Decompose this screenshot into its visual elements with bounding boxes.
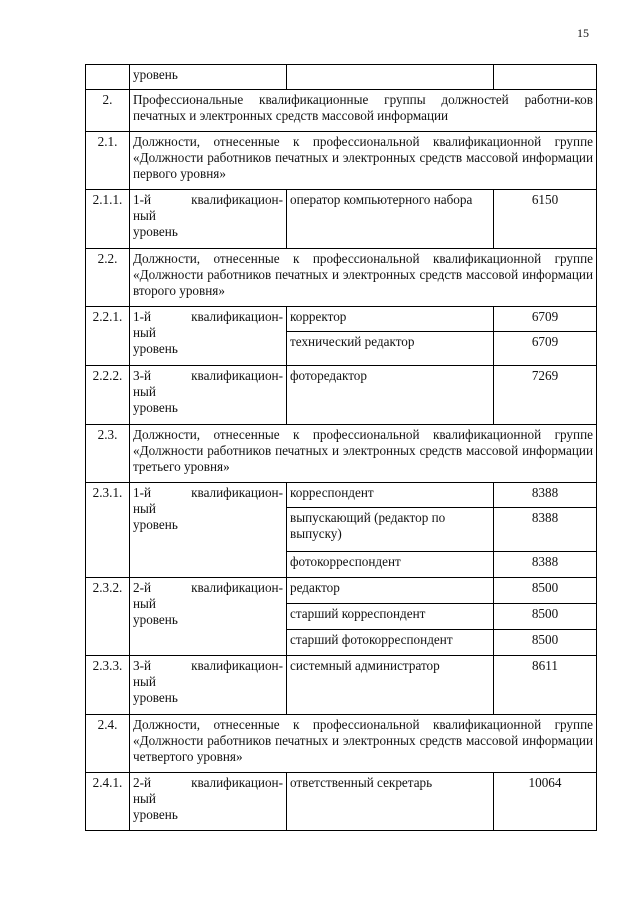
page-number: 15: [577, 26, 589, 40]
table-row: [86, 656, 597, 715]
table-row: [86, 366, 597, 425]
salary-value: 8500: [494, 630, 597, 656]
level-ordinal: 2-й: [133, 580, 152, 595]
group-header-row: [86, 90, 597, 132]
level-word-end: ный: [133, 208, 156, 223]
level-word-end: ный: [133, 791, 156, 806]
subgroup-header-row: [86, 132, 597, 190]
qualification-level: [130, 578, 287, 656]
subgroup-title: Должности, отнесенные к профессиональной квалификационной группе «Должности работников печатных и электронных средств массовой информации первого уровня»: [130, 132, 597, 190]
qualification-level: [130, 190, 287, 249]
level-word-end: ный: [133, 674, 156, 689]
level-word-end: ный: [133, 501, 156, 516]
group-number: 2.: [86, 90, 130, 132]
level-word-level: уровень: [133, 612, 178, 627]
row-number: 2.4.1.: [86, 773, 130, 831]
row-number: 2.2.1.: [86, 307, 130, 366]
position-name: корреспондент: [287, 483, 494, 508]
level-word: квалификацион-: [191, 775, 283, 790]
level-ordinal: 1-й: [133, 309, 152, 324]
position-name: ответственный секретарь: [287, 773, 494, 831]
salary-value: 8388: [494, 552, 597, 578]
subgroup-header-row: [86, 715, 597, 773]
subgroup-title: Должности, отнесенные к профессиональной квалификационной группе «Должности работников печатных и электронных средств массовой информации четвертого уровня»: [130, 715, 597, 773]
level-word: квалификацион-: [191, 580, 283, 595]
table-row: [86, 578, 597, 604]
subgroup-number: 2.2.: [86, 249, 130, 307]
position-name: корректор: [287, 307, 494, 332]
salary-value: 6150: [494, 190, 597, 249]
subgroup-number: 2.1.: [86, 132, 130, 190]
subgroup-number: 2.3.: [86, 425, 130, 483]
position-name: редактор: [287, 578, 494, 604]
salary-value: 8611: [494, 656, 597, 715]
position-name: выпускающий (редактор по выпуску): [287, 508, 494, 552]
row-number: 2.2.2.: [86, 366, 130, 425]
level-ordinal: 2-й: [133, 775, 152, 790]
qualification-level: [130, 307, 287, 366]
level-word-level: уровень: [133, 341, 178, 356]
subgroup-header-row: [86, 425, 597, 483]
level-word-end: ный: [133, 384, 156, 399]
subgroup-header-row: [86, 249, 597, 307]
level-ordinal: 3-й: [133, 368, 152, 383]
level-word-level: уровень: [133, 224, 178, 239]
salary-value: 10064: [494, 773, 597, 831]
level-word: квалификацион-: [191, 192, 283, 207]
row-number: 2.3.3.: [86, 656, 130, 715]
salary-value: 8388: [494, 483, 597, 508]
qualification-level: [130, 366, 287, 425]
position-name: фотокорреспондент: [287, 552, 494, 578]
row-number: 2.1.1.: [86, 190, 130, 249]
qualification-table: [85, 64, 597, 831]
salary-value: 7269: [494, 366, 597, 425]
level-word-end: ный: [133, 325, 156, 340]
level-word: квалификацион-: [191, 309, 283, 324]
row-number: 2.3.1.: [86, 483, 130, 578]
salary-value: 6709: [494, 307, 597, 332]
salary-value: 8500: [494, 604, 597, 630]
group-title: Профессиональные квалификационные группы должностей работни-ков печатных и электронных средств массовой информации: [130, 90, 597, 132]
table-row: [86, 65, 597, 90]
level-ordinal: 1-й: [133, 192, 152, 207]
position-name: фоторедактор: [287, 366, 494, 425]
qualification-level: [130, 656, 287, 715]
subgroup-title: Должности, отнесенные к профессиональной квалификационной группе «Должности работников печатных и электронных средств массовой информации второго уровня»: [130, 249, 597, 307]
qualification-level: [130, 773, 287, 831]
level-ordinal: 1-й: [133, 485, 152, 500]
position-name: старший корреспондент: [287, 604, 494, 630]
subgroup-number: 2.4.: [86, 715, 130, 773]
row-number: 2.3.2.: [86, 578, 130, 656]
salary-value: 6709: [494, 332, 597, 366]
level-word-level: уровень: [133, 807, 178, 822]
position-name: старший фотокорреспондент: [287, 630, 494, 656]
table-row: [86, 190, 597, 249]
salary-value: 8500: [494, 578, 597, 604]
position-name: системный администратор: [287, 656, 494, 715]
row-number-cell: [86, 65, 130, 90]
salary-cell: [494, 65, 597, 90]
level-word: квалификацион-: [191, 485, 283, 500]
level-word-level: уровень: [133, 400, 178, 415]
level-ordinal: 3-й: [133, 658, 152, 673]
table-row: [86, 483, 597, 508]
level-word-level: уровень: [133, 690, 178, 705]
position-cell: [287, 65, 494, 90]
salary-value: 8388: [494, 508, 597, 552]
position-name: технический редактор: [287, 332, 494, 366]
level-word: квалификацион-: [191, 368, 283, 383]
level-word: квалификацион-: [191, 658, 283, 673]
qualification-level: [130, 483, 287, 578]
table-row: [86, 773, 597, 831]
level-word-end: ный: [133, 596, 156, 611]
table-row: [86, 307, 597, 332]
level-word-level: уровень: [133, 517, 178, 532]
position-name: оператор компьютерного набора: [287, 190, 494, 249]
subgroup-title: Должности, отнесенные к профессиональной квалификационной группе «Должности работников печатных и электронных средств массовой информации третьего уровня»: [130, 425, 597, 483]
level-cell: уровень: [130, 65, 287, 90]
